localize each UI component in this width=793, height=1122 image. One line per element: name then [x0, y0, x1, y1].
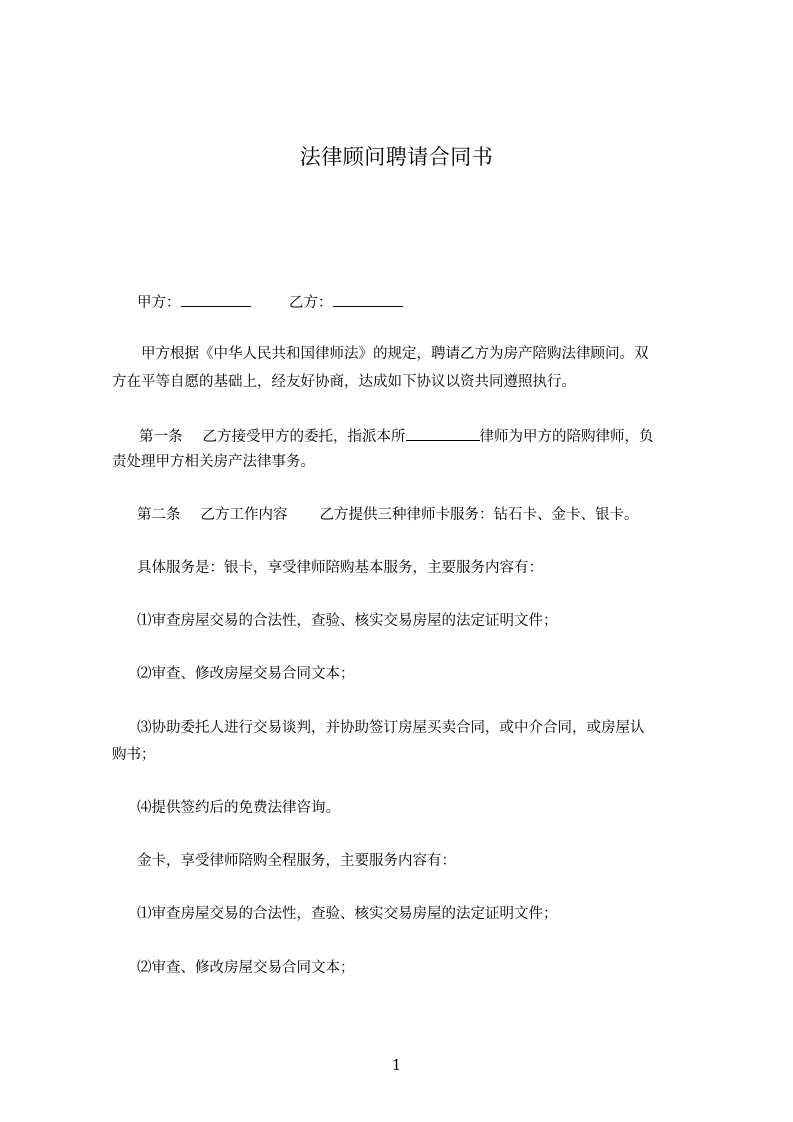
article-2-subheading: 乙方工作内容 [200, 507, 288, 523]
article-1-text-continued: 律师为甲方的陪购律师，负 [479, 429, 654, 445]
silver-item-2: ⑵审查、修改房屋交易合同文本； [137, 666, 355, 682]
lawyer-name-blank [406, 424, 480, 441]
silver-item-4: ⑷提供签约后的免费法律咨询。 [137, 800, 340, 816]
party-b-line [289, 290, 403, 314]
party-a-blank [181, 290, 251, 307]
page-number: 1 [391, 1056, 402, 1074]
article-2-text: 乙方提供三种律师卡服务：钻石卡、金卡、银卡。 [319, 507, 639, 523]
gold-item-2: ⑵审查、修改房屋交易合同文本； [137, 960, 355, 976]
article-1-heading: 第一条 [139, 429, 183, 445]
silver-item-1: ⑴审查房屋交易的合法性，查验、核实交易房屋的法定证明文件； [137, 613, 558, 629]
party-a-label: 甲方： [137, 295, 181, 311]
preamble-line-2: 方在平等自愿的基础上，经友好协商，达成如下协议以资共同遵照执行。 [112, 374, 576, 390]
article-1-text: 乙方接受甲方的委托，指派本所 [202, 429, 406, 445]
article-1-line-2: 责处理甲方相关房产法律事务。 [112, 454, 315, 470]
silver-item-3-line-1: ⑶协助委托人进行交易谈判，并协助签订房屋买卖合同，或中介合同，或房屋认 [137, 720, 645, 736]
party-b-label: 乙方： [289, 295, 333, 311]
silver-item-3-line-2: 购书； [112, 747, 156, 763]
party-b-blank [333, 290, 403, 307]
gold-intro: 金卡，享受律师陪购全程服务，主要服务内容有： [137, 853, 456, 869]
gold-item-1: ⑴审查房屋交易的合法性，查验、核实交易房屋的法定证明文件； [137, 906, 558, 922]
party-a-line [137, 290, 251, 314]
article-2-heading: 第二条 [137, 507, 181, 523]
document-title: 法律顾问聘请合同书 [299, 145, 494, 169]
article-2-line [137, 504, 639, 526]
article-1-line-1 [139, 424, 654, 448]
preamble-line-1: 甲方根据《中华人民共和国律师法》的规定，聘请乙方为房产陪购法律顾问。双 [141, 346, 649, 362]
services-intro: 具体服务是：银卡，享受律师陪购基本服务，主要服务内容有： [137, 560, 543, 576]
